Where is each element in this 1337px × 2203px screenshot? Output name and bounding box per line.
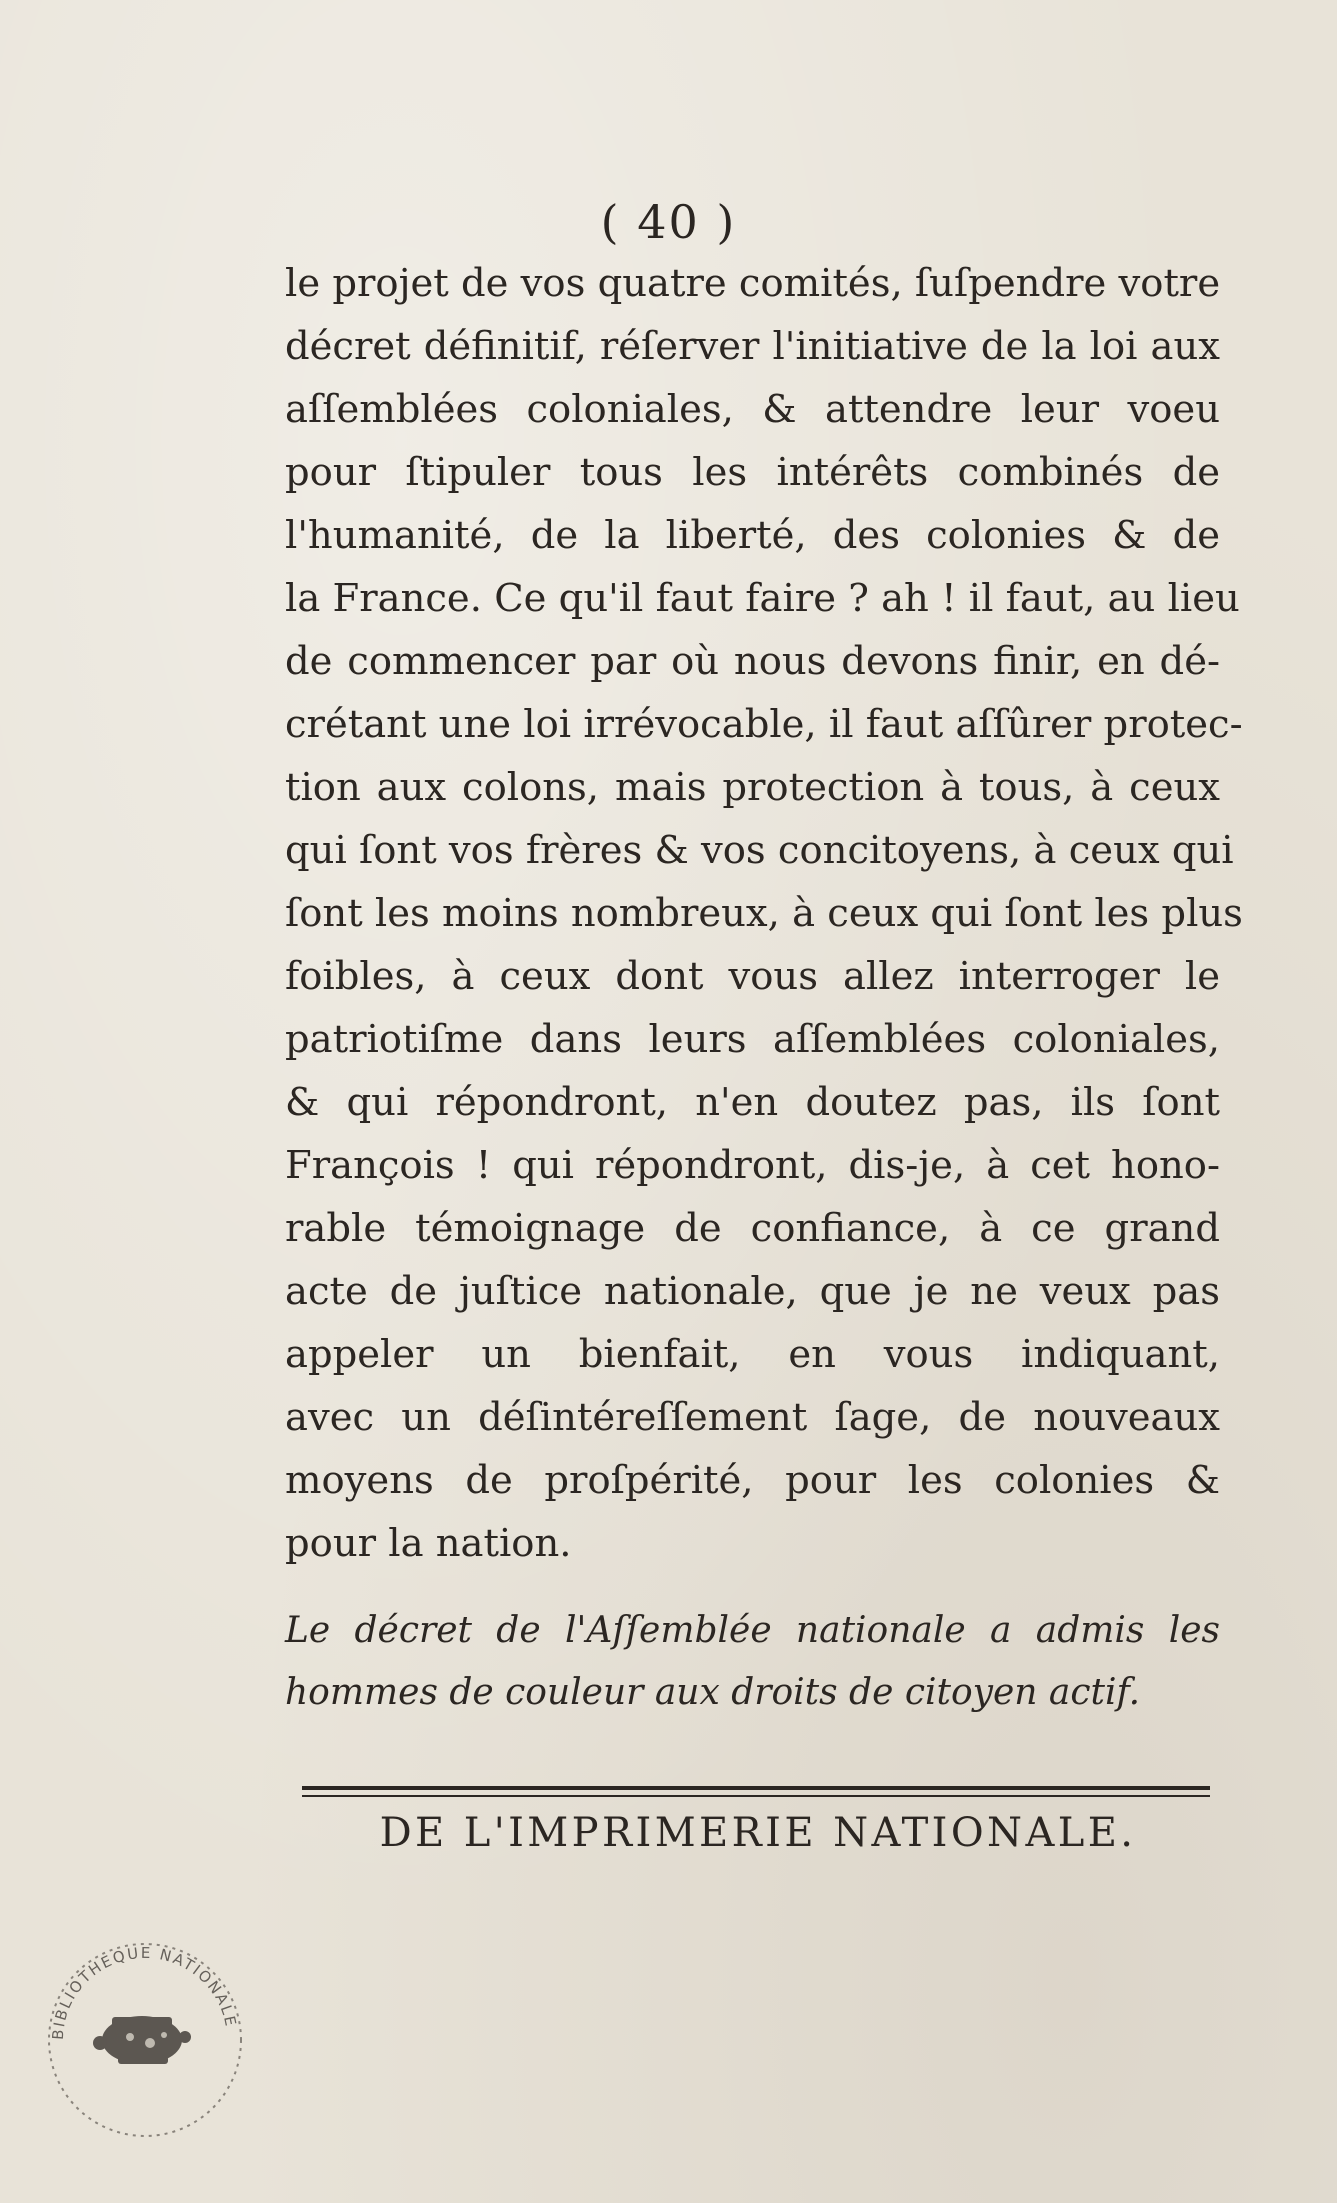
footnote [285,1600,1220,1724]
body-line: le projet de vos quatre comités, ſuſpendre votre [285,261,1221,306]
body-line: foibles, à ceux dont vous allez interroger le [285,954,1220,999]
body-line: qui ſont vos frères & vos concitoyens, à ceux qui [285,828,1234,873]
body-line: aſſemblées coloniales, & attendre leur voeu [285,387,1220,432]
body-line: l'humanité, de la liberté, des colonies & de [285,513,1220,558]
double-rule-thick [302,1786,1210,1790]
footnote-line: hommes de couleur aux droits de citoyen actif. [285,1672,1141,1713]
double-rule-thin [302,1795,1210,1797]
imprint: DE L'IMPRIMERIE NATIONALE. [379,1810,1137,1856]
page-number: ( 40 ) [600,195,737,249]
body-line: pour la nation. [285,1521,572,1566]
body-line: de commencer par où nous devons finir, en dé- [285,639,1220,684]
body-line: acte de juſtice nationale, que je ne veux pas [285,1269,1220,1314]
body-line: décret définitif, réſerver l'initiative de la loi aux [285,324,1220,369]
body-line: patriotiſme dans leurs aſſemblées coloniales, [285,1017,1220,1062]
footnote-line: Le décret de l'Aſſemblée nationale a admis les [285,1610,1220,1651]
body-line: crétant une loi irrévocable, il faut aſſûrer protec- [285,702,1243,747]
body-line: & qui répondront, n'en doutez pas, ils ſont [285,1080,1220,1125]
body-line: moyens de proſpérité, pour les colonies & [285,1458,1220,1503]
body-line: rable témoignage de confiance, à ce grand [285,1206,1220,1251]
body-text [285,252,1243,1575]
body-line: avec un déſintéreſſement ſage, de nouveaux [285,1395,1220,1440]
body-line: appeler un bienfait, en vous indiquant, [285,1332,1220,1377]
library-stamp-icon [30,1925,260,2155]
body-line: la France. Ce qu'il faut faire ? ah ! il faut, au lieu [285,576,1240,621]
body-line: ſont les moins nombreux, à ceux qui ſont les plus [285,891,1243,936]
svg-text:BIBLIOTHEQUE NATIONALE: BIBLIOTHEQUE NATIONALE [48,1943,241,2041]
body-line: tion aux colons, mais protection à tous, à ceux [285,765,1220,810]
body-line: François ! qui répondront, dis-je, à cet hono- [285,1143,1220,1188]
body-line: pour ſtipuler tous les intérêts combinés de [285,450,1220,495]
